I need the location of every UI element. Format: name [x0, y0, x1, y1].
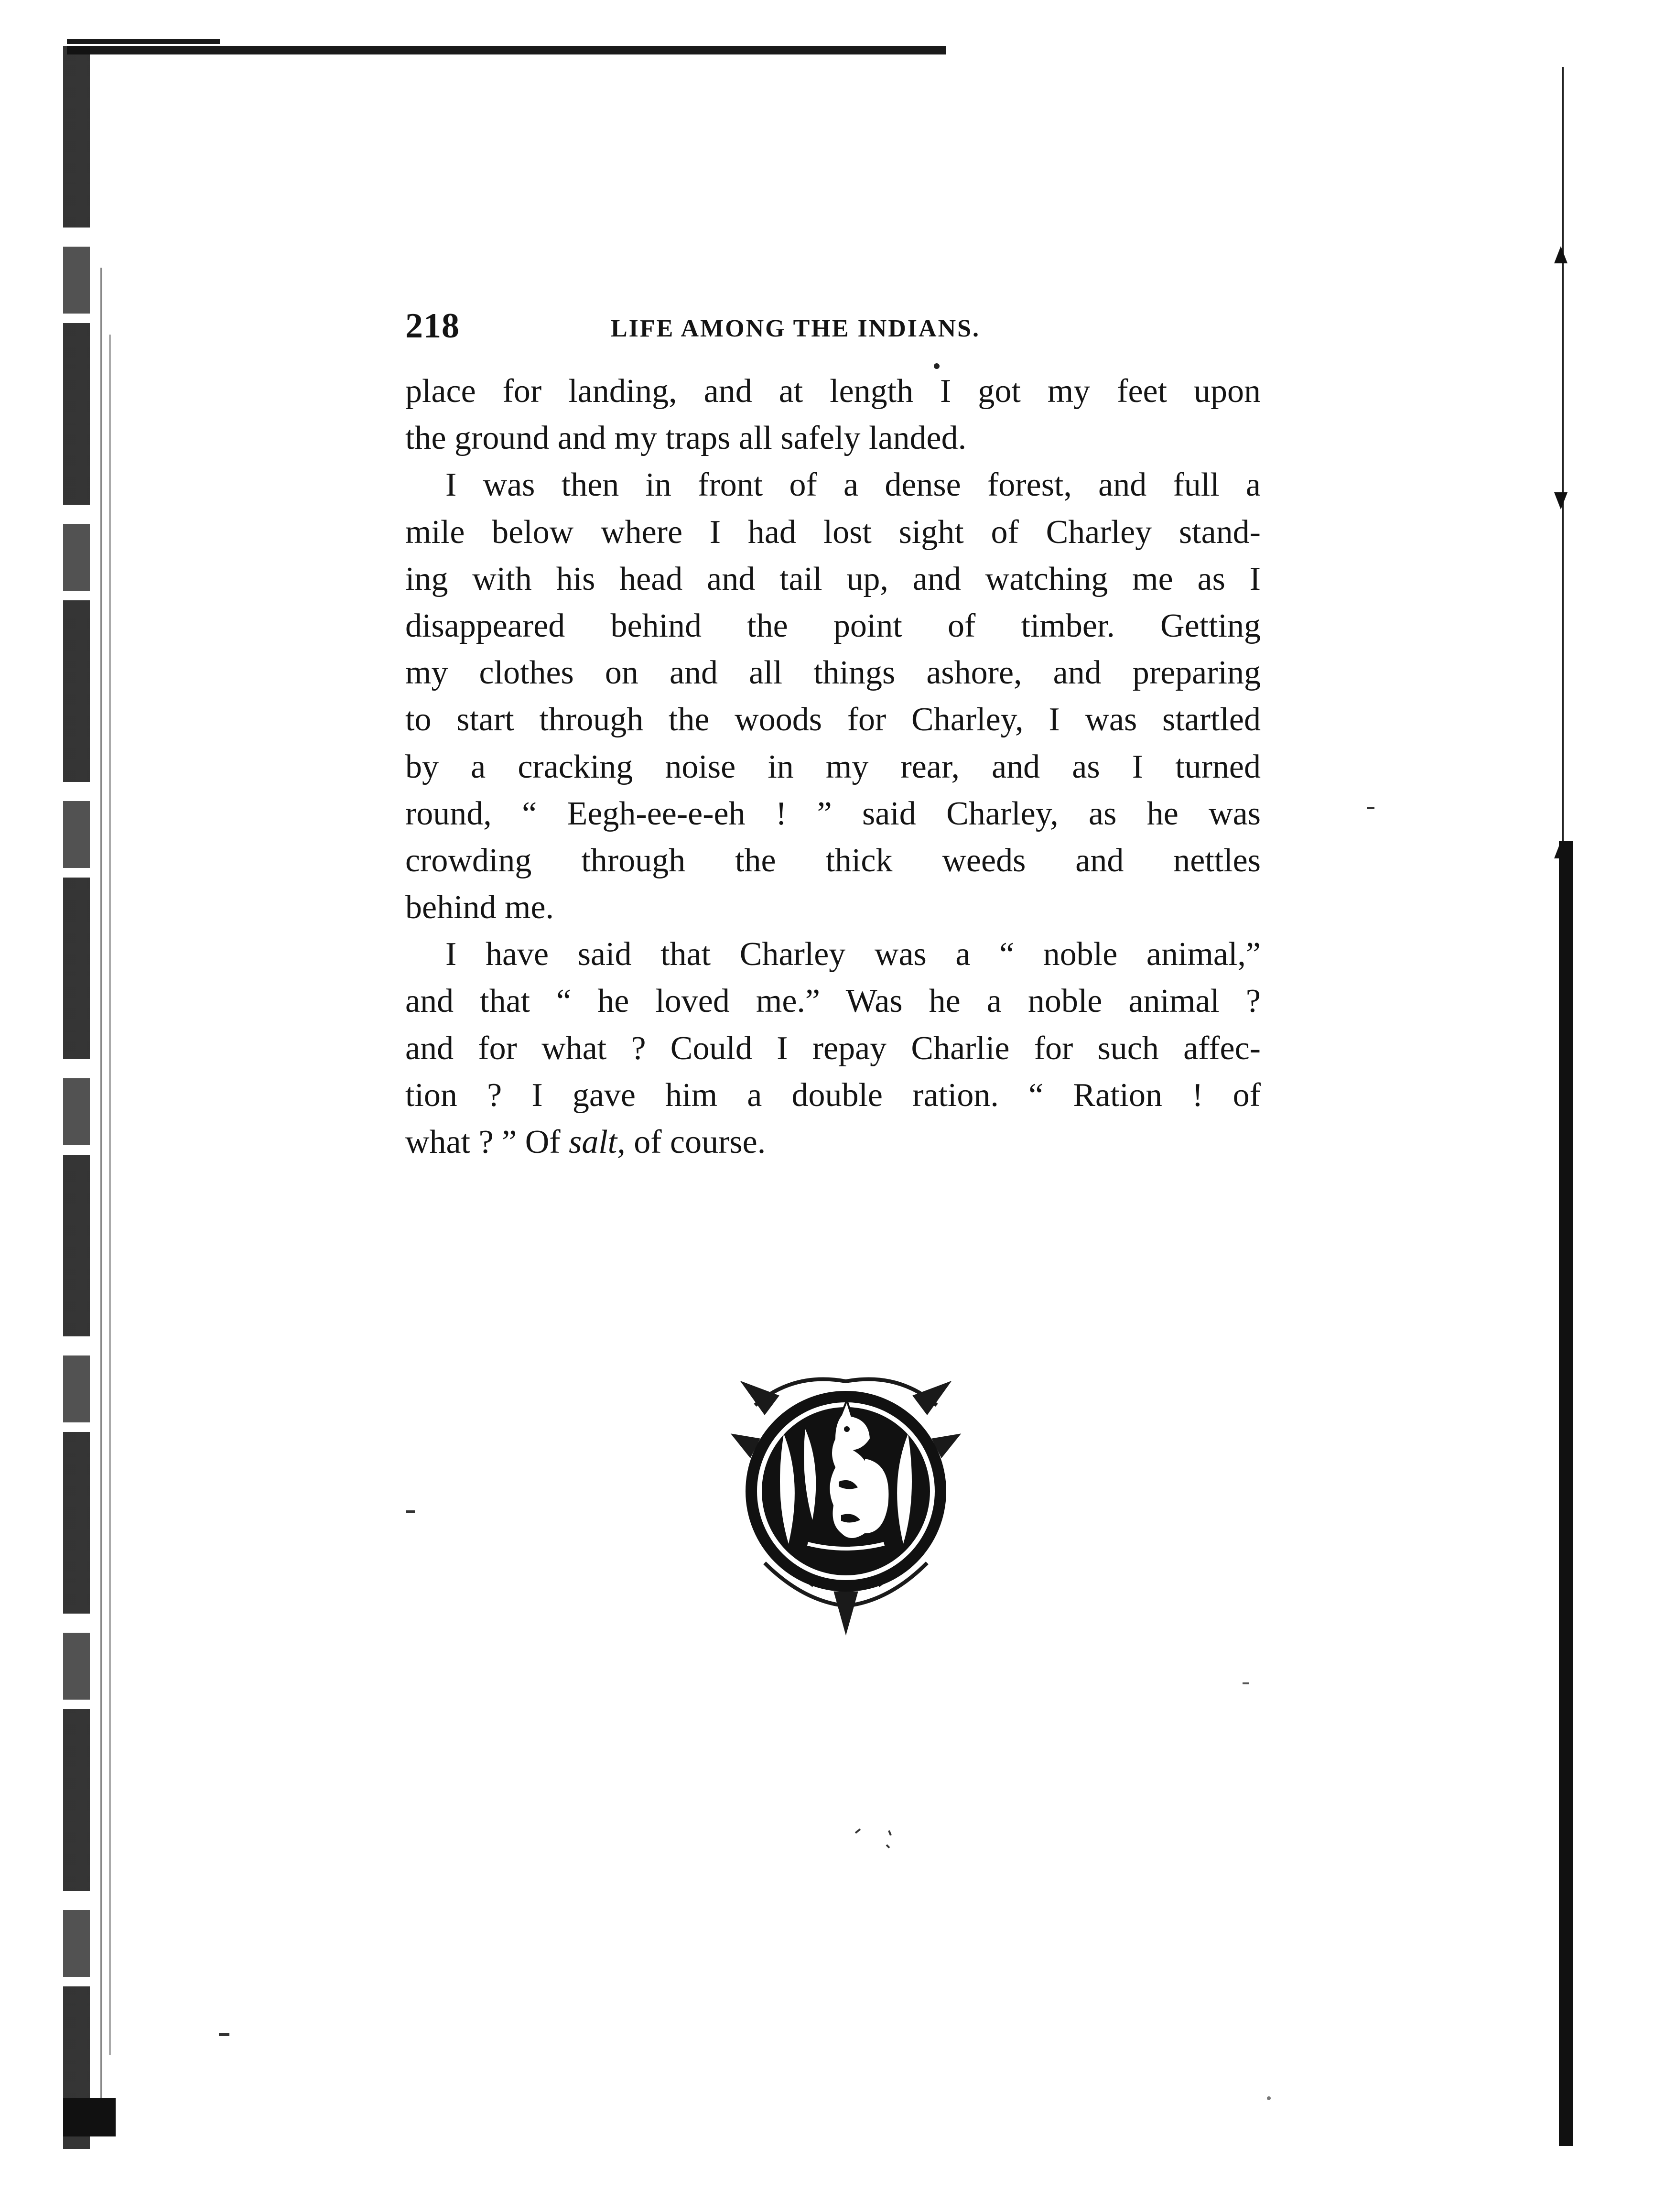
scan-mark-up-icon — [1554, 246, 1568, 263]
scan-edge-right-thin — [1562, 67, 1564, 841]
text-run: of course. — [625, 1124, 766, 1160]
text-line: to start through the woods for Charley, I was startled — [405, 701, 1261, 738]
text-line: ing with his head and tail up, and watching me as I — [405, 560, 1261, 597]
scan-edge-top — [67, 46, 946, 54]
text-line: place for landing, and at length I got my feet upon — [405, 373, 1261, 410]
text-line: and for what ? Could I repay Charlie for such affec- — [405, 1030, 1261, 1067]
text-run-italic: salt, — [569, 1124, 626, 1160]
page-header — [405, 306, 1055, 349]
text-line-paragraph-start: I have said that Charley was a “ noble animal,” — [445, 936, 1261, 973]
body-text — [405, 368, 1261, 1166]
text-line: by a cracking noise in my rear, and as I turned — [405, 748, 1261, 785]
text-line-paragraph-start: I was then in front of a dense forest, and full a — [445, 466, 1261, 504]
text-line: round, “ Eegh-ee-e-eh ! ” said Charley, as he was — [405, 795, 1261, 832]
text-line: disappeared behind the point of timber. Getting — [405, 607, 1261, 644]
text-line: mile below where I had lost sight of Charley stand- — [405, 513, 1261, 551]
scan-edge-right — [1559, 841, 1573, 2146]
squirrel-tailpiece-icon — [722, 1362, 970, 1639]
text-run: what ? ” Of — [405, 1124, 569, 1160]
scan-edge-top-thin — [67, 39, 220, 44]
page-number: 218 — [405, 306, 460, 346]
text-line-last — [405, 1119, 1261, 1166]
text-line: behind me. — [405, 889, 554, 926]
scan-rule-left — [100, 268, 102, 2132]
text-line: crowding through the thick weeds and nettles — [405, 842, 1261, 879]
text-line: my clothes on and all things ashore, and preparing — [405, 654, 1261, 692]
scan-rule-left-2 — [109, 335, 111, 2055]
scan-mark-down-icon — [1554, 492, 1568, 510]
scan-mark-up-icon-2 — [1554, 841, 1568, 858]
text-line: tion ? I gave him a double ration. “ Ration ! of — [405, 1076, 1261, 1114]
scan-binding-foot — [63, 2098, 116, 2136]
scan-binding-left — [63, 46, 90, 2149]
running-head: LIFE AMONG THE INDIANS. — [611, 315, 981, 342]
text-line: and that “ he loved me.” Was he a noble animal ? — [405, 983, 1261, 1020]
text-line: the ground and my traps all safely landed. — [405, 420, 967, 457]
